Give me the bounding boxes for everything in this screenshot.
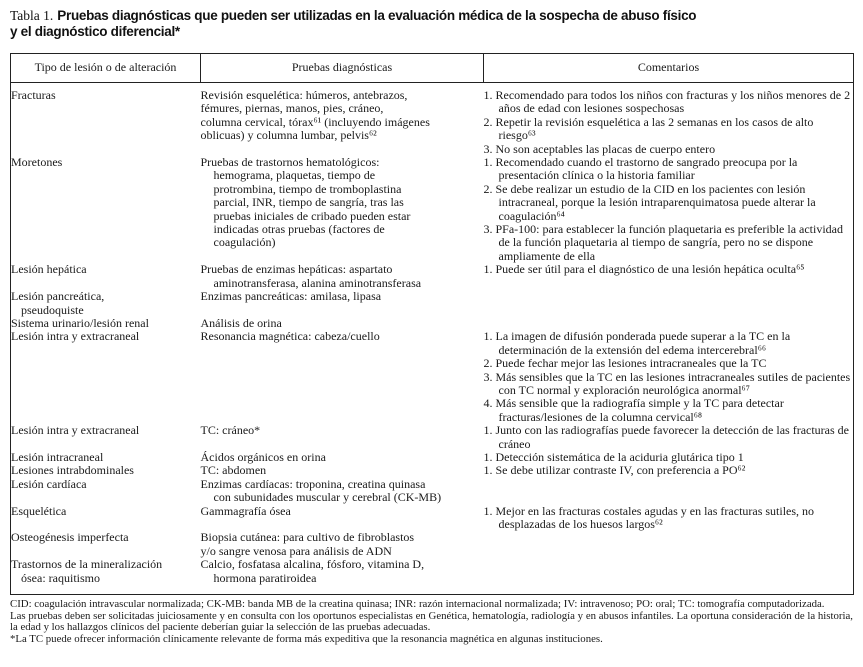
header-lesion-type: Tipo de lesión o de alteración	[11, 54, 201, 83]
comments-cell	[484, 330, 854, 424]
cell-line: Lesión intra y extracraneal	[11, 329, 140, 344]
table-row	[11, 317, 854, 330]
lesion-type-cell	[11, 451, 201, 464]
footnotes	[10, 599, 853, 645]
cell-line: Enzimas cardíacas: troponina, creatina quinasa	[200, 476, 426, 491]
cell-line: TC: abdomen	[200, 463, 267, 478]
diagnostic-tests-cell	[201, 156, 484, 263]
diagnostic-tests-cell	[201, 290, 484, 317]
cell-line: 2. Se debe realizar un estudio de la CID en los pacientes con lesión intracraneal, porque la lesión intraparenquimatosa puede alterar la coagulación⁶⁴	[483, 181, 816, 223]
cell-line: columna cervical, tórax⁶¹ (incluyendo imágenes	[200, 114, 430, 129]
cell-line: Ácidos orgánicos en orina	[200, 449, 326, 464]
cell-line: 4. Más sensible que la radiografía simple y la TC para detectar fracturas/lesiones de la columna cervical⁶⁸	[483, 396, 784, 424]
cell-line: parcial, INR, tiempo de sangría, tras las	[213, 195, 404, 210]
table-row	[11, 451, 854, 464]
lesion-type-cell	[11, 464, 201, 477]
cell-line: 3. No son aceptables las placas de cuerpo entero	[483, 141, 716, 156]
table-row	[11, 156, 854, 263]
cell-line: 1. Puede ser útil para el diagnóstico de una lesión hepática oculta⁶⁵	[483, 262, 805, 277]
cell-line: 3. Más sensibles que la TC en las lesiones intracraneales sutiles de pacientes con TC normal y exploración neurológica anormal⁶⁷	[483, 369, 851, 397]
lesion-type-cell	[11, 424, 201, 451]
cell-line: Sistema urinario/lesión renal	[11, 315, 149, 330]
cell-line: oblicuas) y columna lumbar, pelvis⁶²	[200, 128, 377, 143]
cell-line: Lesiones intrabdominales	[11, 463, 134, 478]
lesion-type-cell	[11, 505, 201, 532]
header-row	[11, 54, 854, 83]
lesion-type-cell	[11, 330, 201, 424]
cell-line: Enzimas pancreáticas: amilasa, lipasa	[200, 289, 382, 304]
caption-line-1	[10, 8, 853, 24]
cell-line: Pruebas de trastornos hematológicos:	[200, 155, 380, 170]
cell-line: aminotransferasa, alanina aminotransferasa	[213, 275, 422, 290]
comments-cell	[484, 531, 854, 558]
table-header	[11, 54, 854, 83]
table-row	[11, 478, 854, 505]
cell-line: Lesión pancreática,	[11, 289, 105, 304]
lesion-type-cell	[11, 290, 201, 317]
diagnostic-tests-cell	[201, 505, 484, 532]
cell-line: Lesión intra y extracraneal	[11, 423, 140, 438]
cell-line: 1. Junto con las radiografías puede favorecer la detección de las fracturas de cráneo	[483, 423, 849, 451]
table-row	[11, 558, 854, 594]
header-comments: Comentarios	[484, 54, 854, 83]
cell-line: 1. Recomendado cuando el trastorno de sangrado preocupa por la presentación clínica o la historia familiar	[483, 155, 798, 183]
lesion-type-cell	[11, 263, 201, 290]
cell-line: Pruebas de enzimas hepáticas: aspartato	[200, 262, 393, 277]
cell-line: 1. Se debe utilizar contraste IV, con preferencia a PO⁶²	[483, 463, 746, 478]
footnote-abbreviations: CID: coagulación intravascular normalizada; CK-MB: banda MB de la creatina quinasa; INR: razón internacional normalizada; IV: intravenoso; PO: oral; TC: tomografía computadorizada.	[10, 598, 825, 611]
cell-line: y/o sangre venosa para análisis de ADN	[200, 543, 392, 558]
cell-line: Esquelética	[11, 503, 67, 518]
cell-line: pseudoquiste	[21, 302, 84, 317]
cell-line: indicadas otras pruebas (factores de	[213, 222, 385, 237]
diagnostic-tests-cell	[201, 330, 484, 424]
cell-line: hormona paratiroidea	[213, 570, 317, 585]
lesion-type-cell	[11, 83, 201, 157]
comments-cell	[484, 478, 854, 505]
diagnostic-tests-cell	[201, 478, 484, 505]
lesion-type-cell	[11, 531, 201, 558]
cell-line: pruebas iniciales de cribado pueden estar	[213, 208, 411, 223]
comments-cell	[484, 505, 854, 532]
cell-line: Lesión intracraneal	[11, 449, 104, 464]
cell-line: Análisis de orina	[200, 315, 282, 330]
cell-line: Moretones	[11, 155, 63, 170]
lesion-type-cell	[11, 317, 201, 330]
cell-line: 1. La imagen de difusión ponderada puede superar a la TC en la determinación de la extensión del edema intercerebral⁶⁶	[483, 329, 791, 357]
comments-cell	[484, 451, 854, 464]
diagnostic-tests-cell	[201, 558, 484, 594]
footnote-asterisk: *La TC puede ofrecer información clínicamente relevante de forma más expeditiva que la resonancia magnética en algunas instituciones.	[10, 632, 603, 645]
diagnostic-tests-cell	[201, 531, 484, 558]
cell-line: 1. Recomendado para todos los niños con fracturas y los niños menores de 2 años de edad con lesiones sospechosas	[483, 88, 851, 116]
diagnostic-tests-table	[10, 53, 854, 595]
diagnostic-tests-cell	[201, 263, 484, 290]
cell-line: 1. Detección sistemática de la aciduria glutárica tipo 1	[483, 449, 744, 464]
comments-cell	[484, 424, 854, 451]
diagnostic-tests-cell	[201, 83, 484, 157]
cell-line: coagulación)	[213, 235, 276, 250]
cell-line: Osteogénesis imperfecta	[11, 530, 129, 545]
cell-line: Fracturas	[11, 88, 56, 102]
cell-line: Trastornos de la mineralización	[11, 557, 163, 572]
comments-cell	[484, 290, 854, 317]
cell-line: Lesión cardíaca	[11, 476, 87, 491]
cell-line: Resonancia magnética: cabeza/cuello	[200, 329, 380, 344]
table-row	[11, 290, 854, 317]
caption-label: Tabla 1.	[10, 8, 54, 23]
cell-line: fémures, piernas, manos, pies, cráneo,	[200, 101, 384, 116]
table-row	[11, 424, 854, 451]
comments-cell	[484, 263, 854, 290]
table-row	[11, 330, 854, 424]
cell-line: con subunidades muscular y cerebral (CK-MB)	[213, 490, 442, 505]
cell-line: Calcio, fosfatasa alcalina, fósforo, vitamina D,	[200, 557, 425, 572]
cell-line: TC: cráneo*	[200, 423, 261, 438]
cell-line: ósea: raquitismo	[21, 570, 100, 585]
comments-cell	[484, 156, 854, 263]
comments-cell	[484, 83, 854, 157]
table-row	[11, 464, 854, 477]
diagnostic-tests-cell	[201, 464, 484, 477]
table-caption	[10, 8, 853, 40]
cell-line: 2. Repetir la revisión esquelética a las 2 semanas en los casos de alto riesgo⁶³	[483, 114, 814, 143]
table-row	[11, 505, 854, 532]
cell-line: Lesión hepática	[11, 262, 87, 277]
cell-line: 3. PFa-100: para establecer la función plaquetaria es preferible la actividad de la función plaquetaria al tiempo de sangría, pero no se dispone ampliamente de ella	[483, 222, 844, 263]
cell-line: 2. Puede fechar mejor las lesiones intracraneales que la TC	[483, 356, 767, 371]
comments-cell	[484, 464, 854, 477]
cell-line: Revisión esquelética: húmeros, antebrazos,	[200, 88, 408, 102]
cell-line: protrombina, tiempo de tromboplastina	[213, 181, 402, 196]
caption-line-2: y el diagnóstico diferencial*	[10, 24, 180, 39]
cell-line: 1. Mejor en las fracturas costales agudas y en las fracturas sutiles, no desplazadas de los huesos largos⁶²	[483, 503, 815, 531]
header-diagnostic-tests: Pruebas diagnósticas	[201, 54, 484, 83]
comments-cell	[484, 317, 854, 330]
diagnostic-tests-cell	[201, 451, 484, 464]
lesion-type-cell	[11, 558, 201, 594]
table-row	[11, 263, 854, 290]
lesion-type-cell	[11, 478, 201, 505]
diagnostic-tests-cell	[201, 317, 484, 330]
table-body	[11, 83, 854, 595]
table-row	[11, 83, 854, 157]
cell-line: Gammagrafía ósea	[200, 503, 291, 518]
footnote-note: Las pruebas deben ser solicitadas juiciosamente y en consulta con los oportunos especialistas en Genética, hematología, radiología y en abusos infantiles. La oportuna consideración de la historia, la edad y los hallazgos clínicos del paciente deberían guiar la selección de las pruebas adecuadas.	[10, 609, 853, 634]
caption-title-part-1: Pruebas diagnósticas que pueden ser utilizadas en la evaluación médica de la sospecha de abuso físico	[57, 8, 697, 23]
table-row	[11, 531, 854, 558]
comments-cell	[484, 558, 854, 594]
diagnostic-tests-cell	[201, 424, 484, 451]
cell-line: Biopsia cutánea: para cultivo de fibroblastos	[200, 530, 415, 545]
cell-line: hemograma, plaquetas, tiempo de	[213, 168, 376, 183]
lesion-type-cell	[11, 156, 201, 263]
